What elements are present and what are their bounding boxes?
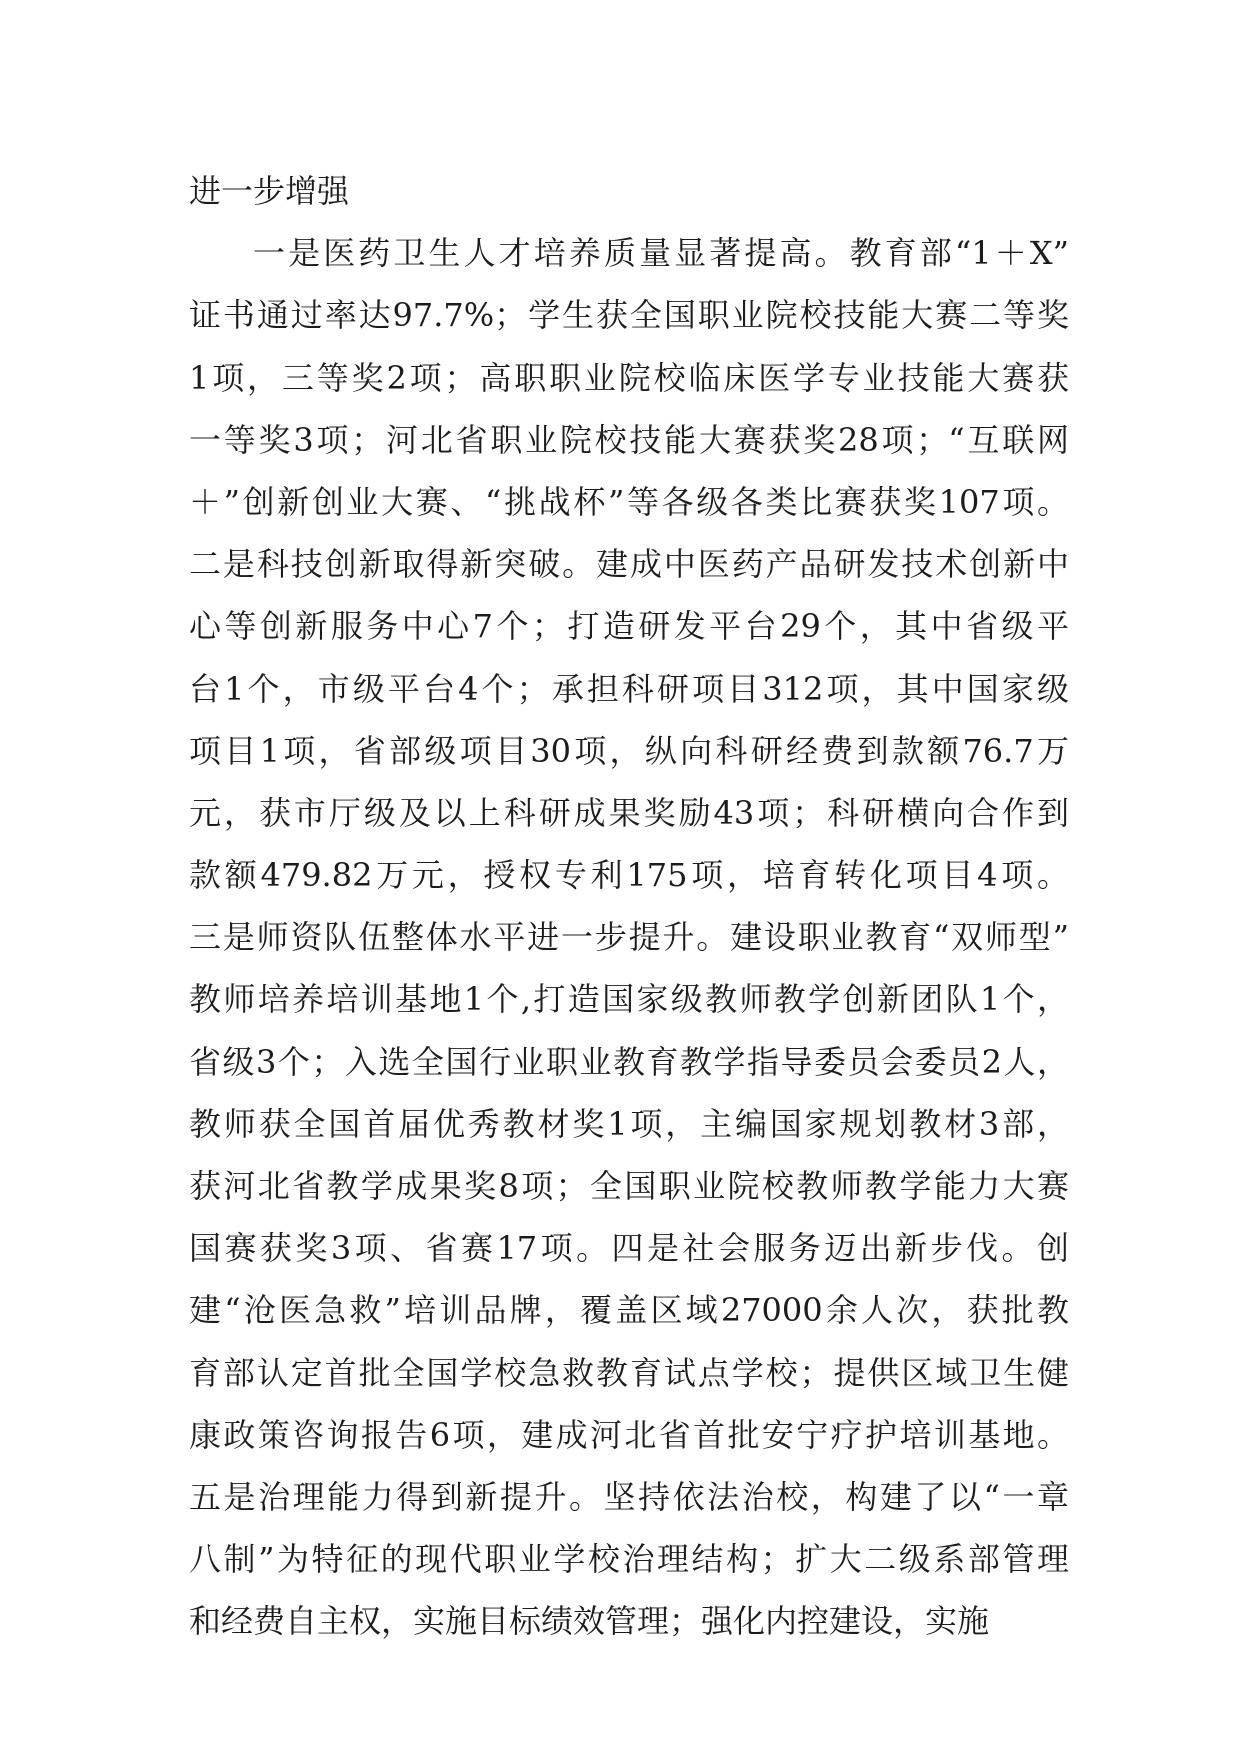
text-line: 五是治理能力得到新提升。坚持依法治校，构建了以“一章: [189, 1477, 1069, 1516]
text-line: 进一步增强: [189, 172, 350, 210]
text-line: 元，获市厅级及以上科研成果奖励43项；科研横向合作到: [189, 793, 1069, 832]
text-line: 一是医药卫生人才培养质量显著提高。教育部“1＋X”: [253, 234, 1069, 273]
text-line: 省级3个；入选全国行业职业教育教学指导委员会委员2人，: [189, 1042, 1069, 1081]
text-line: 教师培养培训基地1个,打造国家级教师教学创新团队1个，: [189, 980, 1069, 1019]
text-line: 三是师资队伍整体水平进一步提升。建设职业教育“双师型”: [189, 918, 1069, 957]
text-line: 台1个，市级平台4个；承担科研项目312项，其中国家级: [189, 669, 1069, 708]
text-line: 八制”为特征的现代职业学校治理结构；扩大二级系部管理: [189, 1540, 1069, 1579]
text-line: 款额479.82万元，授权专利175项，培育转化项目4项。: [189, 856, 1069, 895]
text-line: 和经费自主权，实施目标绩效管理；强化内控建设，实施: [189, 1602, 990, 1641]
text-line: 1项，三等奖2项；高职职业院校临床医学专业技能大赛获: [189, 358, 1069, 397]
text-line: 育部认定首批全国学校急救教育试点学校；提供区域卫生健: [189, 1353, 1069, 1392]
text-line: 获河北省教学成果奖8项；全国职业院校教师教学能力大赛: [189, 1167, 1069, 1205]
text-line: 心等创新服务中心7个；打造研发平台29个，其中省级平: [189, 607, 1069, 646]
text-line: 项目1项，省部级项目30项，纵向科研经费到款额76.7万: [189, 731, 1069, 770]
text-line: 国赛获奖3项、省赛17项。四是社会服务迈出新步伐。创: [189, 1229, 1069, 1268]
text-line: 教师获全国首届优秀教材奖1项，主编国家规划教材3部，: [189, 1104, 1069, 1143]
text-line: 二是科技创新取得新突破。建成中医药产品研发技术创新中: [189, 545, 1069, 584]
text-line: 一等奖3项；河北省职业院校技能大赛获奖28项；“互联网: [189, 420, 1069, 459]
text-line: 康政策咨询报告6项，建成河北省首批安宁疗护培训基地。: [189, 1415, 1069, 1454]
text-line: 建“沧医急救”培训品牌，覆盖区域27000余人次，获批教: [189, 1291, 1069, 1330]
text-line: 证书通过率达97.7%；学生获全国职业院校技能大赛二等奖: [189, 296, 1069, 335]
body-text: [189, 160, 1069, 1653]
text-line: ＋”创新创业大赛、“挑战杯”等各级各类比赛获奖107项。: [189, 482, 1069, 521]
